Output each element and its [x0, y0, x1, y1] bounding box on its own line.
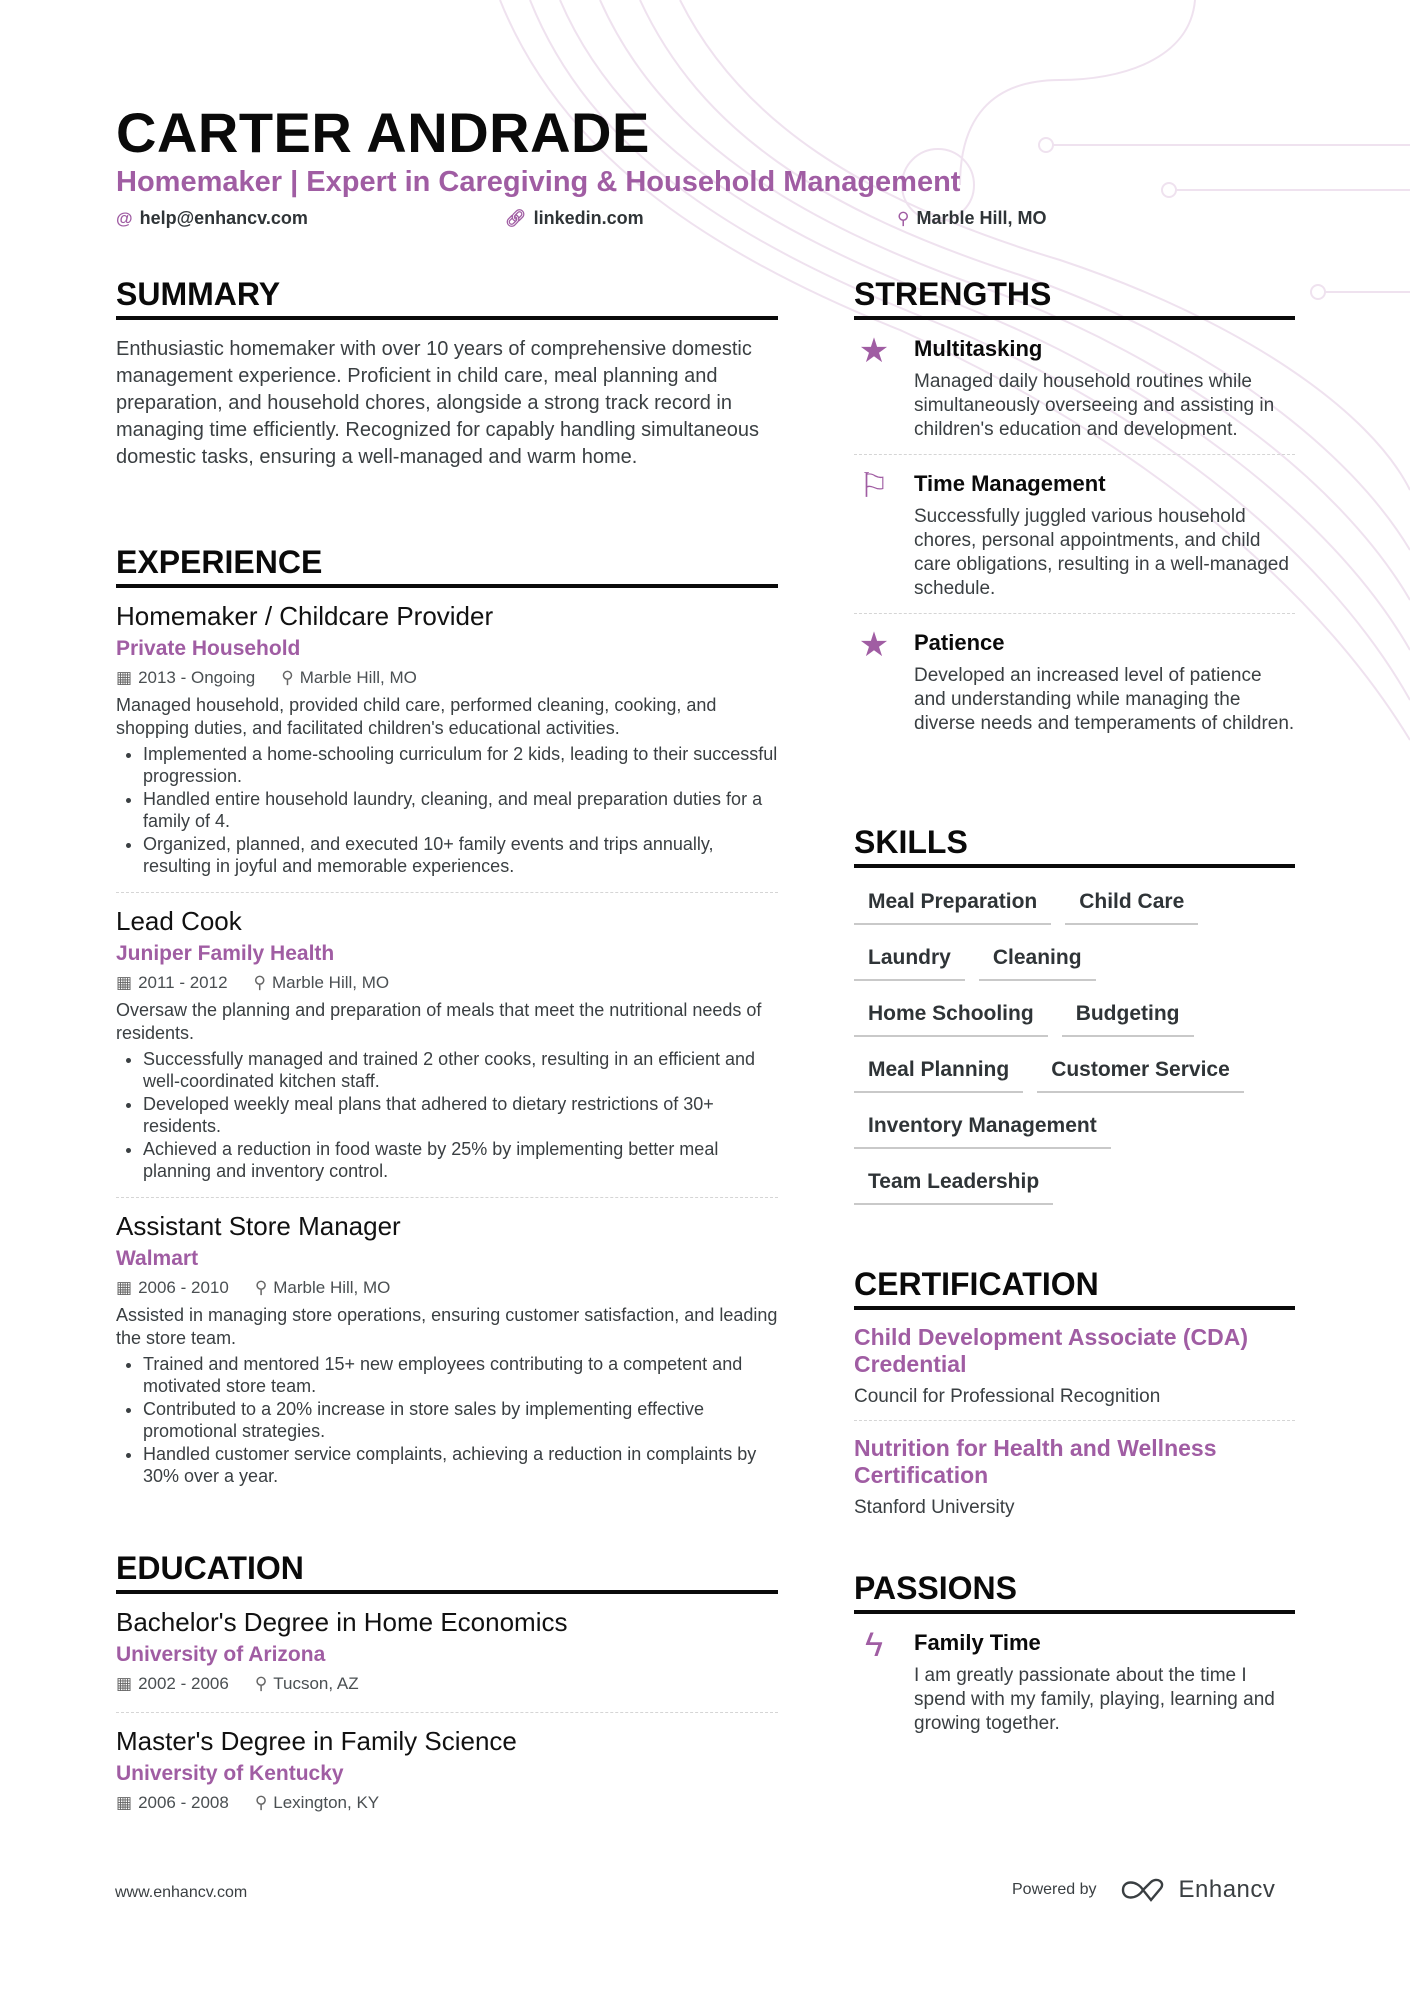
- candidate-tagline: Homemaker | Expert in Caregiving & Household Management: [116, 166, 961, 198]
- star-icon: ★: [858, 626, 890, 664]
- job-title: Lead Cook: [116, 906, 242, 936]
- job-description: Managed household, provided child care, performed cleaning, cooking, and shopping duties, and facilitated children's educational activities.: [116, 695, 717, 738]
- skill-tag: Home Schooling: [854, 994, 1048, 1037]
- section-heading: SUMMARY: [116, 274, 778, 320]
- certification-issuer: Council for Professional Recognition: [854, 1386, 1161, 1407]
- company-name: Private Household: [116, 637, 301, 660]
- degree: Bachelor's Degree in Home Economics: [116, 1607, 568, 1637]
- location-pin-icon: ⚲: [281, 668, 294, 687]
- strength-desc: Successfully juggled various household chores, personal appointments, and child care obligations, resulting in a well-managed schedule.: [914, 506, 1289, 599]
- skill-tag: Inventory Management: [854, 1106, 1111, 1149]
- strength-desc: Developed an increased level of patience and understanding while managing the diverse needs and temperaments of children.: [914, 665, 1295, 734]
- bullet-item: • Implemented a home-schooling curriculum for 2 kids, leading to their successful progression.: [143, 743, 778, 787]
- location-pin-icon: ⚲: [253, 973, 266, 992]
- lightning-icon: ϟ: [865, 1626, 883, 1664]
- bullet-list: [116, 743, 778, 877]
- strength-item: [854, 614, 1295, 748]
- certification-item: [854, 1310, 1295, 1421]
- bullet-list: [116, 1353, 778, 1487]
- location-text: Tucson, AZ: [273, 1674, 359, 1693]
- section-heading: EXPERIENCE: [116, 542, 778, 588]
- section-heading: SKILLS: [854, 822, 1295, 868]
- enhancv-logo-icon: [1121, 1878, 1167, 1902]
- company-name: Juniper Family Health: [116, 942, 335, 965]
- summary-section: [116, 274, 778, 471]
- bullet-item: • Developed weekly meal plans that adhered to dietary restrictions of 30+ residents.: [143, 1093, 778, 1137]
- calendar-icon: ▦: [116, 1793, 133, 1812]
- contact-link[interactable]: [505, 208, 644, 229]
- location-pin-icon: ⚲: [897, 208, 910, 228]
- certification-title: Nutrition for Health and Wellness Certification: [854, 1435, 1217, 1488]
- dates-text: 2002 - 2006: [138, 1674, 229, 1693]
- bullet-list: [116, 1048, 778, 1182]
- strength-item: [854, 320, 1295, 455]
- education-entry: [116, 1594, 778, 1713]
- location-text: Marble Hill, MO: [272, 973, 390, 992]
- location: [255, 1670, 359, 1698]
- strength-title: Patience: [914, 630, 1005, 655]
- section-heading: PASSIONS: [854, 1568, 1295, 1614]
- calendar-icon: ▦: [116, 973, 133, 992]
- degree: Master's Degree in Family Science: [116, 1726, 517, 1756]
- strength-content: [914, 628, 1295, 736]
- skill-tag: Team Leadership: [854, 1162, 1053, 1205]
- passion-title: Family Time: [914, 1630, 1041, 1655]
- meta-row: [116, 1274, 778, 1302]
- certification-section: [854, 1264, 1295, 1531]
- meta-row: [116, 969, 778, 997]
- location-text: Marble Hill, MO: [273, 1278, 391, 1297]
- brand-name: Enhancv: [1178, 1876, 1276, 1903]
- skill-tag: Child Care: [1065, 882, 1198, 925]
- link-icon: 🔗︎: [505, 208, 527, 228]
- company-name: Walmart: [116, 1247, 199, 1270]
- location: [281, 664, 417, 692]
- strengths-section: [854, 274, 1295, 748]
- calendar-icon: ▦: [116, 1278, 133, 1297]
- meta-row: [116, 1670, 778, 1698]
- flag-icon: ⚐: [858, 467, 890, 505]
- experience-section: [116, 542, 778, 1502]
- location-text: Marble Hill, MO: [916, 208, 1047, 228]
- bullet-item: • Successfully managed and trained 2 other cooks, resulting in an efficient and well-coordinated kitchen staff.: [143, 1048, 778, 1092]
- dates: [116, 1789, 229, 1817]
- job-description: Assisted in managing store operations, ensuring customer satisfaction, and leading the store team.: [116, 1305, 778, 1348]
- dates: [116, 969, 228, 997]
- section-heading: EDUCATION: [116, 1548, 778, 1594]
- skill-tag: Cleaning: [979, 938, 1096, 981]
- dates-text: 2011 - 2012: [138, 973, 228, 992]
- footer-branding: [1012, 1876, 1275, 1904]
- skill-tag: Customer Service: [1037, 1050, 1244, 1093]
- candidate-name: CARTER ANDRADE: [116, 101, 650, 164]
- dates-text: 2013 - Ongoing: [138, 668, 256, 687]
- job-title: Assistant Store Manager: [116, 1211, 401, 1241]
- skill-tag: Budgeting: [1062, 994, 1194, 1037]
- bullet-item: • Handled entire household laundry, cleaning, and meal preparation duties for a family of 4.: [143, 788, 778, 832]
- email-text: help@enhancv.com: [139, 208, 308, 228]
- location: [254, 969, 390, 997]
- bullet-item: • Trained and mentored 15+ new employees contributing to a competent and motivated store team.: [143, 1353, 778, 1397]
- school-name: University of Kentucky: [116, 1762, 344, 1785]
- dates: [116, 664, 255, 692]
- job-entry: [116, 893, 778, 1198]
- location-pin-icon: ⚲: [254, 1278, 268, 1297]
- passion-desc: I am greatly passionate about the time I spend with my family, playing, learning and growing together.: [914, 1665, 1275, 1734]
- location-text: Marble Hill, MO: [299, 668, 417, 687]
- location: [255, 1274, 391, 1302]
- dates-text: 2006 - 2008: [138, 1793, 229, 1812]
- strength-content: [914, 334, 1295, 442]
- certification-item: [854, 1421, 1295, 1531]
- star-icon: ★: [858, 332, 890, 370]
- skill-tag: Meal Preparation: [854, 882, 1051, 925]
- dates: [116, 1274, 229, 1302]
- bullet-item: • Achieved a reduction in food waste by 25% by implementing better meal planning and inventory control.: [143, 1138, 778, 1182]
- strength-item: [854, 455, 1295, 614]
- footer-website[interactable]: www.enhancv.com: [115, 1884, 248, 1901]
- section-heading: STRENGTHS: [854, 274, 1295, 320]
- strength-content: [914, 469, 1295, 601]
- education-entry: [116, 1713, 778, 1831]
- powered-by-text: Powered by: [1012, 1881, 1097, 1898]
- link-text: linkedin.com: [533, 208, 644, 228]
- dates: [116, 1670, 229, 1698]
- school-name: University of Arizona: [116, 1643, 326, 1666]
- section-heading: CERTIFICATION: [854, 1264, 1295, 1310]
- job-description: Oversaw the planning and preparation of meals that meet the nutritional needs of residents.: [116, 1000, 762, 1043]
- calendar-icon: ▦: [116, 1674, 133, 1693]
- at-icon: @: [116, 208, 133, 228]
- job-entry: [116, 588, 778, 893]
- certification-issuer: Stanford University: [854, 1497, 1015, 1518]
- location-text: Lexington, KY: [273, 1793, 380, 1812]
- contact-email[interactable]: [116, 208, 308, 229]
- skill-tag: Meal Planning: [854, 1050, 1023, 1093]
- location-pin-icon: ⚲: [254, 1674, 268, 1693]
- skill-tag: Laundry: [854, 938, 965, 981]
- summary-text: Enthusiastic homemaker with over 10 years of comprehensive domestic management experience. Proficient in child care, meal planning and preparation, and household chores, alongside a strong track record in managing time efficiently. Recognized for capably handling simultaneous domestic tasks, ensuring a well-managed and warm home.: [116, 338, 759, 468]
- certification-title: Child Development Associate (CDA) Credential: [854, 1324, 1249, 1377]
- job-entry: [116, 1198, 778, 1502]
- strength-desc: Managed daily household routines while simultaneously overseeing and assisting in children's education and development.: [914, 371, 1275, 440]
- meta-row: [116, 664, 778, 692]
- location-pin-icon: ⚲: [254, 1793, 268, 1812]
- contact-location: [897, 208, 1046, 229]
- strength-title: Time Management: [914, 471, 1106, 496]
- strength-title: Multitasking: [914, 336, 1043, 361]
- bullet-item: • Handled customer service complaints, achieving a reduction in complaints by 30% over a year.: [143, 1443, 778, 1487]
- bullet-item: • Organized, planned, and executed 10+ family events and trips annually, resulting in joyful and memorable experiences.: [143, 833, 778, 877]
- skills-section: [854, 822, 1295, 1218]
- passions-section: [854, 1568, 1295, 1748]
- bullet-item: • Contributed to a 20% increase in store sales by implementing effective promotional strategies.: [143, 1398, 778, 1442]
- location: [255, 1789, 379, 1817]
- meta-row: [116, 1789, 778, 1817]
- education-section: [116, 1548, 778, 1831]
- job-title: Homemaker / Childcare Provider: [116, 601, 494, 631]
- calendar-icon: ▦: [116, 668, 133, 687]
- dates-text: 2006 - 2010: [138, 1278, 229, 1297]
